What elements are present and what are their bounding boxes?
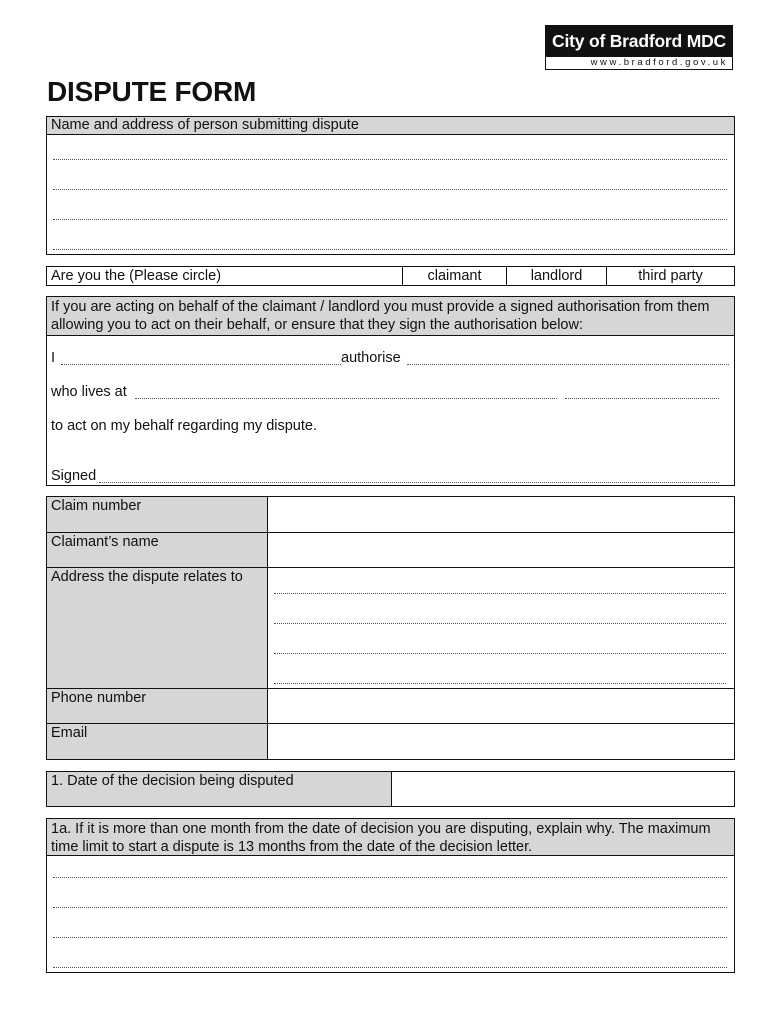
claimant-name-label: Claimant’s name	[51, 534, 159, 550]
dispute-address-label: Address the dispute relates to	[51, 569, 243, 585]
council-logo: City of Bradford MDC	[545, 25, 733, 57]
dispute-address-line-4[interactable]	[274, 683, 726, 684]
dispute-address-line-3[interactable]	[274, 653, 726, 654]
late-dispute-header	[47, 819, 734, 856]
act-on-behalf-text: to act on my behalf regarding my dispute.	[51, 418, 317, 434]
lives-at-line-2[interactable]	[565, 398, 719, 399]
late-dispute-line-3[interactable]	[53, 937, 727, 938]
authorise-i-label: I	[51, 350, 56, 366]
role-label: Are you the (Please circle)	[51, 268, 222, 284]
dispute-address-line-1[interactable]	[274, 593, 726, 594]
role-option-claimant[interactable]: claimant	[402, 266, 507, 286]
decision-date-label-cell	[47, 772, 392, 806]
late-dispute-line-2[interactable]	[53, 907, 727, 908]
late-dispute-section	[46, 818, 735, 973]
phone-number-label: Phone number	[51, 690, 147, 706]
representative-name-line[interactable]	[407, 364, 729, 365]
phone-number-field[interactable]	[268, 689, 734, 723]
signed-label: Signed	[51, 468, 97, 484]
name-address-header	[47, 117, 734, 135]
late-dispute-label: 1a. If it is more than one month from the date of decision you are disputing, explain why. The maximum time limit to start a dispute is 13 months from the date of the decision letter.	[51, 821, 711, 855]
claim-number-field[interactable]	[268, 497, 734, 532]
claim-number-label: Claim number	[51, 498, 142, 514]
authoriser-name-line[interactable]	[61, 364, 341, 365]
role-option-third-party[interactable]: third party	[606, 266, 735, 286]
name-address-label: Name and address of person submitting dispute	[51, 117, 359, 133]
authorisation-instruction: If you are acting on behalf of the claimant / landlord you must provide a signed authorisation from them allowing you to act on their behalf, or ensure that they sign the authorisation below:	[51, 299, 710, 333]
decision-date-label: 1. Date of the decision being disputed	[51, 773, 294, 789]
late-dispute-line-1[interactable]	[53, 877, 727, 878]
late-dispute-line-4[interactable]	[53, 967, 727, 968]
authorisation-header	[47, 297, 734, 336]
email-field[interactable]	[268, 724, 734, 759]
row-divider	[47, 567, 734, 568]
lives-at-line[interactable]	[135, 398, 557, 399]
page-title: DISPUTE FORM	[47, 76, 257, 107]
signature-line[interactable]	[99, 482, 719, 483]
authorisation-section	[46, 296, 735, 486]
email-label: Email	[51, 725, 88, 741]
role-option-landlord[interactable]: landlord	[506, 266, 607, 286]
lives-at-label: who lives at	[51, 384, 127, 400]
council-website: www.bradford.gov.uk	[545, 57, 733, 70]
role-label-cell	[46, 266, 403, 286]
name-address-line-2[interactable]	[53, 189, 727, 190]
decision-date-field[interactable]	[392, 772, 734, 806]
dispute-address-line-2[interactable]	[274, 623, 726, 624]
name-address-line-4[interactable]	[53, 249, 727, 250]
claimant-name-field[interactable]	[268, 533, 734, 567]
name-address-line-1[interactable]	[53, 159, 727, 160]
authorise-label: authorise	[341, 350, 401, 366]
name-address-line-3[interactable]	[53, 219, 727, 220]
name-address-section	[46, 116, 735, 255]
